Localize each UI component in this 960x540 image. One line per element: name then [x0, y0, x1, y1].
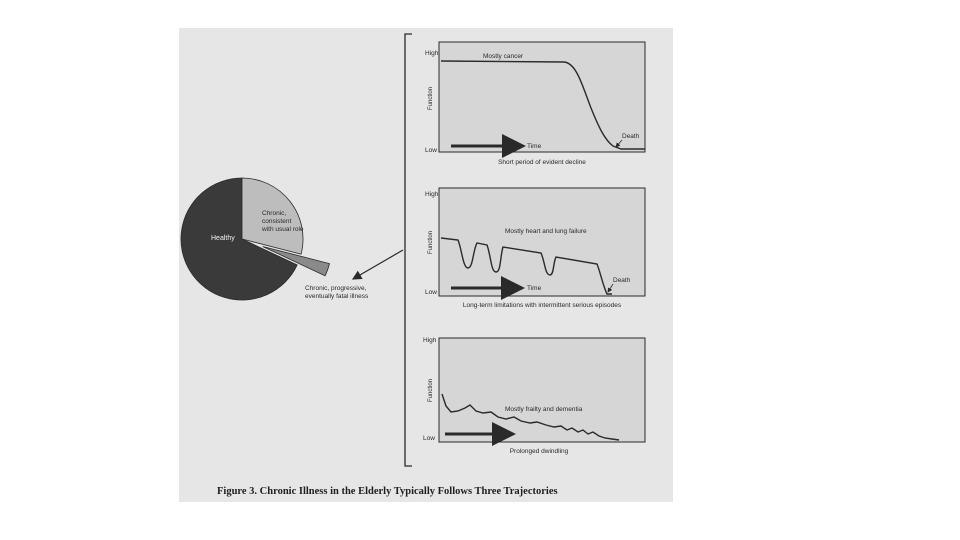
panel-3-frame — [439, 338, 645, 442]
panel-1-y-axis: Function — [428, 86, 434, 110]
panel-2-series-label: Mostly heart and lung failure — [505, 228, 587, 235]
panel-3-series-label: Mostly frailty and dementia — [505, 406, 583, 413]
panel-1-series-label: Mostly cancer — [483, 53, 524, 60]
pie-label-chronic-consistent: Chronic, consistent with usual role — [262, 210, 304, 233]
pie-label-healthy: Healthy — [211, 235, 235, 242]
scanned-figure — [179, 28, 673, 502]
panel-1-low: Low — [425, 147, 437, 154]
panel-2-caption: Long-term limitations with intermittent serious episodes — [462, 302, 622, 309]
panel-2-y-axis: Function — [428, 230, 434, 254]
panel-1-high: High — [425, 50, 439, 57]
panel-prolonged-dwindling — [423, 337, 645, 455]
pie-chart — [181, 178, 369, 300]
panel-3-high: High — [423, 337, 437, 344]
panel-bracket — [405, 34, 412, 466]
panel-short-decline — [425, 42, 645, 166]
figure-caption: Figure 3. Chronic Illness in the Elderly Typically Follows Three Trajectories — [217, 486, 558, 497]
panel-3-caption: Prolonged dwindling — [509, 448, 569, 455]
panel-intermittent-episodes — [425, 188, 645, 309]
figure-svg — [179, 28, 673, 502]
panel-1-end-label: Death — [622, 133, 640, 140]
panel-1-time-label: Time — [527, 143, 542, 150]
panel-2-high: High — [425, 191, 439, 198]
panel-1-caption: Short period of evident decline — [498, 159, 586, 166]
panel-1-frame — [439, 42, 645, 152]
panel-2-end-label: Death — [613, 277, 631, 284]
panel-3-low: Low — [423, 435, 435, 442]
panel-3-y-axis: Function — [428, 378, 434, 402]
pie-label-chronic-progressive: Chronic, progressive, eventually fatal illness — [305, 285, 369, 300]
pointer-arrow — [353, 250, 403, 279]
panel-2-time-label: Time — [527, 285, 542, 292]
panel-2-low: Low — [425, 289, 437, 296]
